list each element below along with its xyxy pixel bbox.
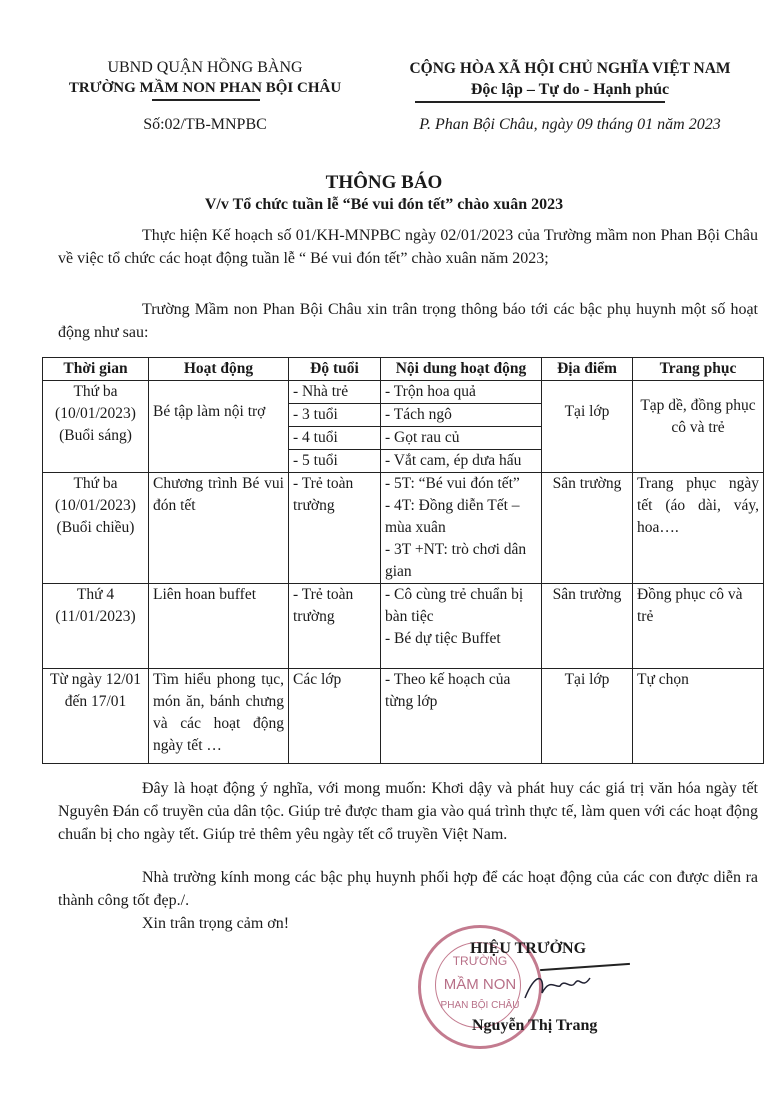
table-row — [43, 473, 764, 584]
cell-activity: Bé tập làm nội trợ — [149, 381, 289, 473]
cell-time: Thứ ba (10/01/2023) (Buổi sáng) — [43, 381, 149, 473]
signer-role: HIỆU TRƯỞNG — [470, 940, 587, 957]
column-header: Thời gian — [43, 358, 149, 381]
cell-activity: Liên hoan buffet — [149, 584, 289, 669]
cell-age: - 3 tuổi — [289, 404, 381, 427]
cell-time: Thứ 4 (11/01/2023) — [43, 584, 149, 669]
content-item: - 5T: “Bé vui đón tết” — [385, 475, 520, 492]
cell-dress: Tự chọn — [633, 669, 764, 764]
cell-content — [381, 473, 542, 584]
column-header: Địa điểm — [542, 358, 633, 381]
cell-content: - Gọt rau củ — [381, 427, 542, 450]
seal-text: MẦM NON — [443, 976, 517, 993]
cell-place: Sân trường — [542, 584, 633, 669]
cell-age: Các lớp — [289, 669, 381, 764]
cell-dress: Tạp dề, đồng phục cô và trẻ — [633, 381, 764, 473]
column-header: Hoạt động — [149, 358, 289, 381]
cell-place: Sân trường — [542, 473, 633, 584]
issuer-block — [60, 58, 350, 98]
content-item: - Bé dự tiệc Buffet — [385, 630, 501, 647]
cell-place: Tại lớp — [542, 669, 633, 764]
signer-name: Nguyễn Thị Trang — [472, 1017, 598, 1034]
closing-thanks: Xin trân trọng cảm ơn! — [142, 915, 290, 932]
content-item: - 3T +NT: trò chơi dân gian — [385, 541, 527, 580]
cell-content: - Tách ngô — [381, 404, 542, 427]
cell-content: - Trộn hoa quả — [381, 381, 542, 404]
cell-activity: Tìm hiểu phong tục, món ăn, bánh chưng và các hoạt động ngày tết … — [149, 669, 289, 764]
cell-dress: Trang phục ngày tết (áo dài, váy, hoa…. — [633, 473, 764, 584]
content-item: - Cô cùng trẻ chuẩn bị bàn tiệc — [385, 586, 524, 625]
cell-dress: Đồng phục cô và trẻ — [633, 584, 764, 669]
doc-title: THÔNG BÁO — [325, 172, 443, 193]
cell-age: - Trẻ toàn trường — [289, 473, 381, 584]
cell-age: - 5 tuổi — [289, 450, 381, 473]
seal-text: PHAN BỘI CHÂU — [440, 1000, 520, 1011]
table-header-row — [43, 358, 764, 381]
issuer-school: TRƯỜNG MẦM NON PHAN BỘI CHÂU — [68, 80, 342, 96]
cell-age: - 4 tuổi — [289, 427, 381, 450]
place-date: P. Phan Bội Châu, ngày 09 tháng 01 năm 2023 — [419, 116, 721, 133]
intro-paragraph: Thực hiện Kế hoạch số 01/KH-MNPBC ngày 02/01/2023 của Trường mầm non Phan Bội Châu về việc tổ chức các hoạt động tuần lễ “ Bé vui đón tết” chào xuân năm 2023; — [58, 227, 758, 267]
doc-number: Số:02/TB-MNPBC — [143, 116, 267, 133]
country-name: CỘNG HÒA XÃ HỘI CHỦ NGHĨA VIỆT NAM — [409, 60, 731, 77]
intro-paragraph: Trường Mầm non Phan Bội Châu xin trân trọng thông báo tới các bậc phụ huynh một số hoạt động như sau: — [58, 301, 758, 341]
column-header: Nội dung hoạt động — [381, 358, 542, 381]
motto: Độc lập – Tự do - Hạnh phúc — [470, 81, 670, 98]
cell-place: Tại lớp — [542, 381, 633, 473]
cell-time: Từ ngày 12/01 đến 17/01 — [43, 669, 149, 764]
issuer-district: UBND QUẬN HỒNG BÀNG — [107, 59, 303, 76]
column-header: Trang phục — [633, 358, 764, 381]
cell-time: Thứ ba (10/01/2023) (Buổi chiều) — [43, 473, 149, 584]
cell-content — [381, 584, 542, 669]
divider — [415, 101, 665, 103]
activity-table — [42, 357, 764, 764]
handwritten-signature — [520, 968, 600, 1008]
cell-age: - Nhà trẻ — [289, 381, 381, 404]
cell-age: - Trẻ toàn trường — [289, 584, 381, 669]
table-row — [43, 669, 764, 764]
cell-content: - Vắt cam, ép dưa hấu — [381, 450, 542, 473]
column-header: Độ tuổi — [289, 358, 381, 381]
seal-text: TRƯỜNG — [452, 954, 508, 968]
cell-activity: Chương trình Bé vui đón tết — [149, 473, 289, 584]
table-row — [43, 381, 764, 404]
doc-subtitle: V/v Tổ chức tuần lễ “Bé vui đón tết” chào xuân 2023 — [204, 196, 564, 213]
content-item: - 4T: Đồng diễn Tết – mùa xuân — [385, 497, 520, 536]
closing-paragraph: Đây là hoạt động ý nghĩa, với mong muốn: Khơi dậy và phát huy các giá trị văn hóa ngày tết Nguyên Đán cổ truyền của dân tộc. Giúp trẻ được tham gia vào quá trình thực tế, làm quen với các hoạt động chuẩn bị cho ngày tết. Giúp trẻ thêm yêu ngày tết cổ truyền Việt Nam. — [58, 780, 758, 843]
divider — [152, 99, 260, 101]
closing-paragraph: Nhà trường kính mong các bậc phụ huynh phối hợp để các hoạt động của các con được diễn ra thành công tốt đẹp./. — [58, 869, 758, 909]
national-motto — [380, 58, 760, 100]
table-row — [43, 584, 764, 669]
cell-content: - Theo kế hoạch của từng lớp — [381, 669, 542, 764]
